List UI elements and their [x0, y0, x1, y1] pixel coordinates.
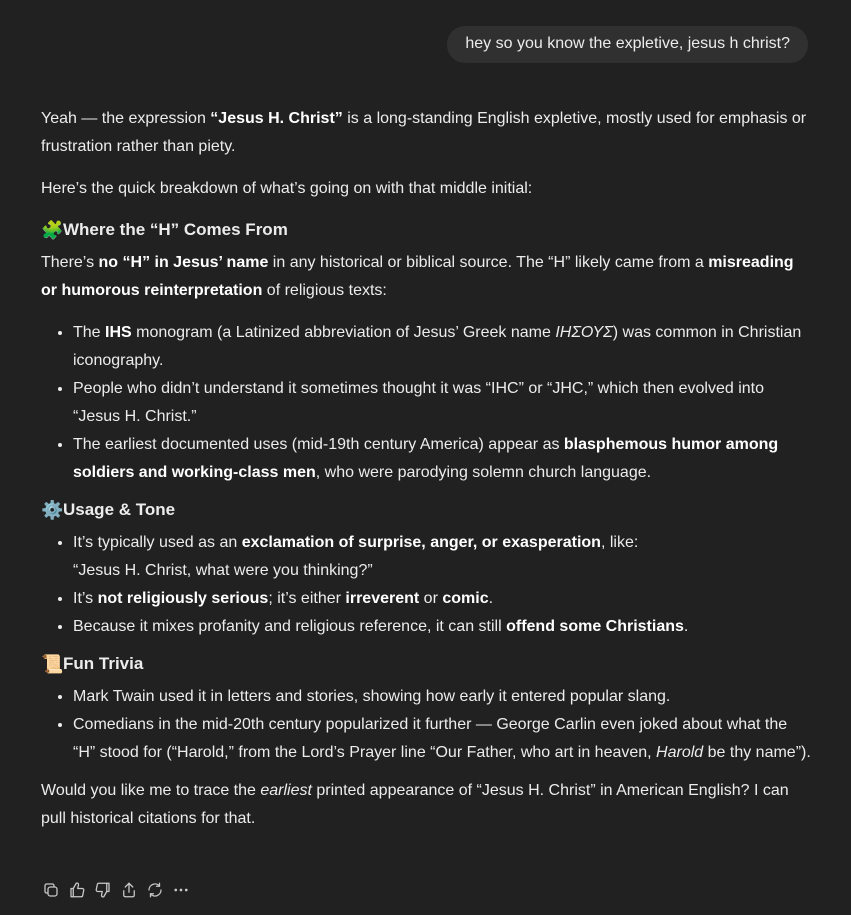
more-icon [172, 881, 190, 899]
bold-text: IHS [105, 324, 132, 341]
bold-text: misreading or humorous reinterpretation [41, 254, 794, 299]
bad-response-button[interactable] [93, 880, 113, 900]
text: There’s [41, 254, 99, 271]
message-action-bar [41, 880, 191, 900]
italic-text: earliest [260, 782, 312, 799]
list-item: • People who didn’t understand it sometimes thought it was “IHC” or “JHC,” which then evolved into “Jesus H. Christ.” [73, 375, 811, 431]
text: ) was common in Christian iconography. [73, 324, 802, 369]
section1-paragraph [41, 249, 811, 305]
copy-icon [42, 881, 60, 899]
bold-text: no “H” in Jesus’ name [98, 254, 269, 271]
section-heading-usage-tone [41, 497, 811, 523]
closing-paragraph [41, 777, 811, 833]
list-item [73, 431, 811, 487]
bold-text: irreverent [345, 590, 420, 607]
heading-text: Fun Trivia [63, 654, 144, 673]
text: , like: [600, 534, 639, 551]
bold-text: exclamation of surprise, anger, or exasperation [241, 534, 601, 551]
bold-text: not religiously serious [97, 590, 269, 607]
section1-list [41, 319, 811, 487]
user-message-bubble [447, 26, 808, 63]
list-item: • Mark Twain used it in letters and stories, showing how early it entered popular slang. [73, 683, 811, 711]
text: The earliest documented uses (mid-19th century America) appear as [73, 436, 564, 453]
text: Comedians in the mid-20th century popularized it further — George Carlin even joked about what the “H” stood for (“Harold,” from the Lord’s Prayer line “Our Father, who art in heaven, [73, 716, 788, 761]
bold-text: “Jesus H. Christ” [210, 110, 343, 127]
copy-button[interactable] [41, 880, 61, 900]
heading-text: Usage & Tone [63, 500, 176, 519]
text: , who were parodying solemn church language. [315, 464, 652, 481]
text: is a long-standing English expletive, mostly used for emphasis or frustration rather than piety. [41, 110, 807, 155]
scroll-icon: 📜 [41, 654, 64, 674]
bold-text: comic [442, 590, 489, 607]
regenerate-icon [146, 881, 164, 899]
good-response-button[interactable] [67, 880, 87, 900]
breakdown-paragraph: Here’s the quick breakdown of what’s going on with that middle initial: [41, 180, 533, 197]
thumbs-down-icon [94, 881, 112, 899]
text: It’s [73, 590, 98, 607]
text: Because it mixes profanity and religious reference, it can still [73, 618, 507, 635]
text: of religious texts: [262, 282, 387, 299]
user-message-text: hey so you know the expletive, jesus h christ? [465, 35, 790, 52]
text: printed appearance of “Jesus H. Christ” in American English? I can pull historical citations for that. [41, 782, 789, 827]
puzzle-piece-icon: 🧩 [41, 220, 64, 240]
section-heading-where-h-comes-from [41, 217, 811, 243]
section-heading-fun-trivia [41, 651, 811, 677]
thumbs-up-icon [68, 881, 86, 899]
bold-text: blasphemous humor among soldiers and working-class men [73, 436, 779, 481]
text: in any historical or biblical source. The “H” likely came from a [268, 254, 709, 271]
text: ; it’s either [268, 590, 346, 607]
text: Would you like me to trace the [41, 782, 261, 799]
section3-list [41, 683, 811, 767]
section2-list [41, 529, 811, 641]
heading-text: Where the “H” Comes From [63, 220, 288, 239]
list-item [73, 529, 811, 585]
text: Yeah — the expression [41, 110, 211, 127]
list-item [73, 613, 811, 641]
text: monogram (a Latinized abbreviation of Jesus’ Greek name [131, 324, 556, 341]
list-item [73, 585, 811, 613]
text: . [683, 618, 689, 635]
list-item [73, 319, 811, 375]
bold-text: offend some Christians [506, 618, 684, 635]
text: The [73, 324, 106, 341]
italic-text: Harold [656, 744, 704, 761]
intro-paragraph [41, 105, 811, 161]
example-quote: “Jesus H. Christ, what were you thinking?” [73, 562, 373, 579]
text: It’s typically used as an [73, 534, 242, 551]
share-button[interactable] [119, 880, 139, 900]
text: be thy name”). [703, 744, 811, 761]
more-actions-button[interactable] [171, 880, 191, 900]
italic-text: ΙΗΣΟΥΣ [555, 324, 613, 341]
share-icon [120, 881, 138, 899]
list-item [73, 711, 811, 767]
regenerate-button[interactable] [145, 880, 165, 900]
text: . [488, 590, 494, 607]
gear-icon: ⚙️ [41, 500, 64, 520]
assistant-message [41, 105, 811, 847]
text: or [419, 590, 443, 607]
